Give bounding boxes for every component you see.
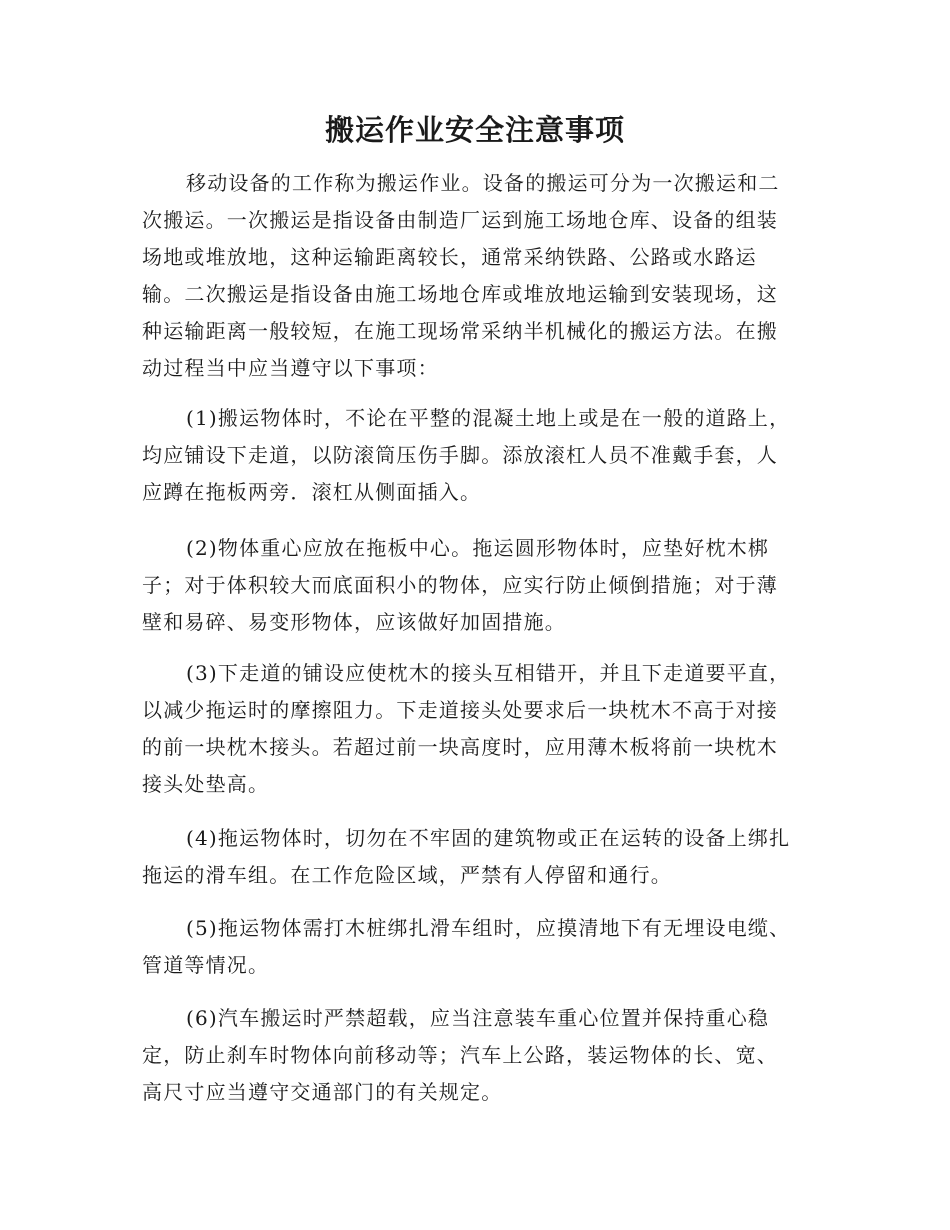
paragraph-line: 种运输距离一般较短，在施工现场常采纳半机械化的搬运方法。在搬 xyxy=(142,319,778,343)
paragraph-line: 应蹲在拖板两旁．滚杠从侧面插入。 xyxy=(142,480,482,504)
paragraph-line: 定，防止刹车时物体向前移动等；汽车上公路，装运物体的长、宽、 xyxy=(142,1043,778,1067)
intro-paragraph xyxy=(142,165,802,387)
paragraph-line: 接头处垫高。 xyxy=(142,772,270,796)
item-paragraph-1 xyxy=(142,400,802,511)
item-paragraph-4 xyxy=(142,820,802,894)
item-paragraph-2 xyxy=(142,530,802,641)
paragraph-line: (4)拖运物体时，切勿在不牢固的建筑物或正在运转的设备上绑扎 xyxy=(186,826,791,850)
paragraph-line: 以减少拖运时的摩擦阻力。下走道接头处要求后一块枕木不高于对接 xyxy=(142,698,778,722)
paragraph-line: 壁和易碎、易变形物体，应该做好加固措施。 xyxy=(142,610,566,634)
paragraph-line: 场地或堆放地，这种运输距离较长，通常采纳铁路、公路或水路运 xyxy=(142,245,757,269)
paragraph-line: 均应铺设下走道，以防滚筒压伤手脚。添放滚杠人员不准戴手套，人 xyxy=(142,443,778,467)
paragraph-line: 的前一块枕木接头。若超过前一块高度时，应用薄木板将前一块枕木 xyxy=(142,735,778,759)
paragraph-line: 高尺寸应当遵守交通部门的有关规定。 xyxy=(142,1080,503,1104)
paragraph-line: 子；对于体积较大而底面积小的物体，应实行防止倾倒措施；对于薄 xyxy=(142,573,778,597)
paragraph-line: (5)拖运物体需打木桩绑扎滑车组时，应摸清地下有无埋设电缆、 xyxy=(186,916,791,940)
paragraph-line: (2)物体重心应放在拖板中心。拖运圆形物体时，应垫好枕木梆 xyxy=(186,536,770,560)
paragraph-line: (3)下走道的铺设应使枕木的接头互相错开，并且下走道要平直， xyxy=(186,661,791,685)
item-paragraph-5 xyxy=(142,910,802,984)
item-paragraph-3 xyxy=(142,655,802,803)
paragraph-line: 管道等情况。 xyxy=(142,953,270,977)
document-title: 搬运作业安全注意事项 xyxy=(324,113,625,147)
paragraph-line: 动过程当中应当遵守以下事项： xyxy=(142,356,439,380)
paragraph-line: (6)汽车搬运时严禁超载，应当注意装车重心位置并保持重心稳 xyxy=(186,1006,770,1030)
paragraph-line: 次搬运。一次搬运是指设备由制造厂运到施工场地仓库、设备的组装 xyxy=(142,208,778,232)
paragraph-line: (1)搬运物体时，不论在平整的混凝土地上或是在一般的道路上， xyxy=(186,406,791,430)
paragraph-line: 移动设备的工作称为搬运作业。设备的搬运可分为一次搬运和二 xyxy=(186,171,780,195)
paragraph-line: 输。二次搬运是指设备由施工场地仓库或堆放地运输到安装现场，这 xyxy=(142,282,778,306)
paragraph-line: 拖运的滑车组。在工作危险区域，严禁有人停留和通行。 xyxy=(142,863,672,887)
item-paragraph-6 xyxy=(142,1000,802,1111)
